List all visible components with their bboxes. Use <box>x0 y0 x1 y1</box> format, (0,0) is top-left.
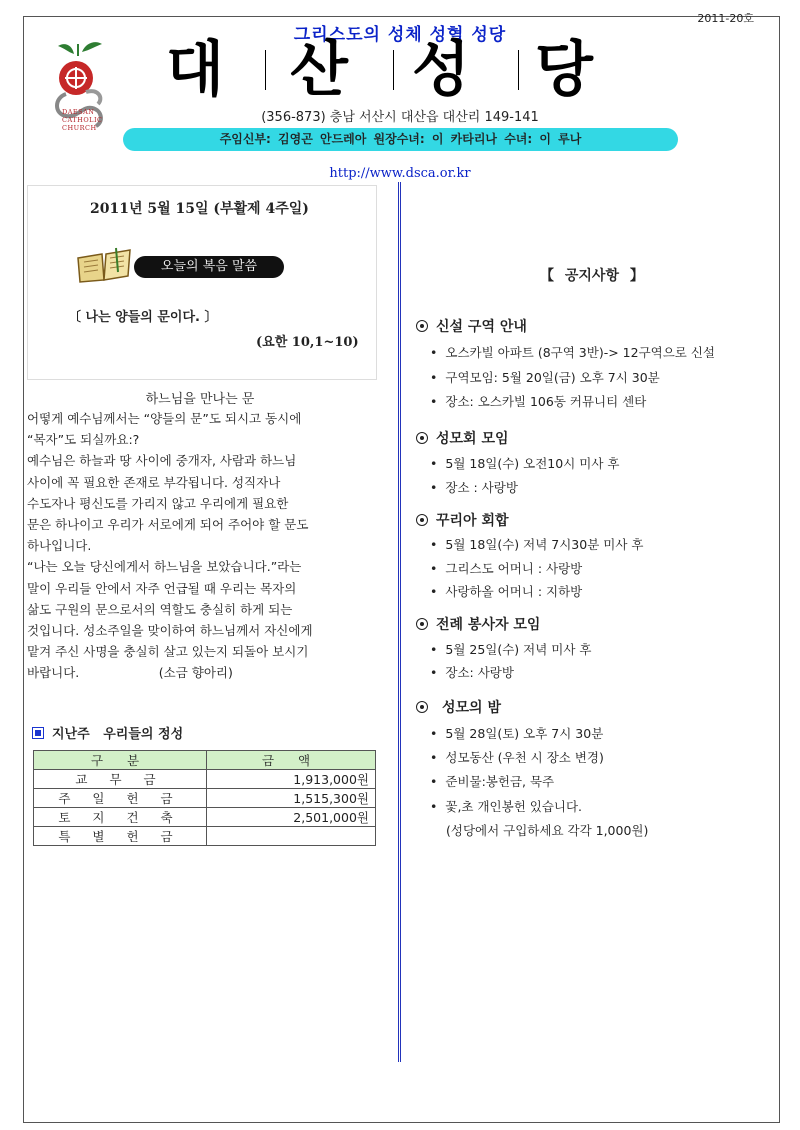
target-bullet-icon <box>416 432 428 444</box>
bulletin-date: 2011년 5월 15일 (부활제 4주일) <box>90 201 309 217</box>
list-item-note: (성당에서 구입하세요 각각 1,000원) <box>446 823 649 838</box>
notices-heading: 【 공지사항 】 <box>540 268 644 284</box>
gospel-label: 오늘의 복음 말씀 <box>134 256 284 278</box>
square-bullet-icon <box>32 727 44 739</box>
table-row: 특 별 헌 금 <box>34 827 376 846</box>
list-item: • 5월 28일(토) 오후 7시 30분 <box>430 726 604 741</box>
list-item: • 장소: 오스카빌 106동 커뮤니티 센타 <box>430 394 647 409</box>
table-header: 금 액 <box>207 751 376 770</box>
essay-line: 하나입니다. <box>27 538 92 554</box>
list-item: • 장소 : 사랑방 <box>430 480 518 495</box>
notice-title: 성모회 모임 <box>416 428 509 448</box>
notice-title: 전례 봉사자 모임 <box>416 614 540 634</box>
title-char: 성 <box>412 35 470 105</box>
staff-banner: 주임신부: 김영곤 안드레아 원장수녀: 이 카타리나 수녀: 이 루나 <box>123 128 678 151</box>
table-row: 교 무 금 1,913,000원 <box>34 770 376 789</box>
column-divider <box>398 182 401 1062</box>
essay-body <box>27 408 382 684</box>
list-item: • 성모동산 (우천 시 장소 변경) <box>430 750 604 765</box>
list-item: • 5월 18일(수) 오전10시 미사 후 <box>430 456 620 471</box>
offering-title: 지난주 우리들의 정성 <box>32 723 183 742</box>
title-divider <box>265 50 266 90</box>
essay-line: 말이 우리들 안에서 자주 언급될 때 우리는 목자의 <box>27 580 297 596</box>
list-item: • 5월 25일(수) 저녁 미사 후 <box>430 642 592 657</box>
essay-line: “나는 오늘 당신에게서 하느님을 보았습니다.”라는 <box>27 559 302 575</box>
target-bullet-icon <box>416 514 428 526</box>
title-divider <box>518 50 519 90</box>
list-item: • 사랑하올 어머니 : 지하방 <box>430 584 583 599</box>
notice-title: 신설 구역 안내 <box>416 316 527 336</box>
logo-caption: DAESAN CATHOLIC CHURCH <box>62 108 103 132</box>
website-link[interactable]: http://www.dsca.or.kr <box>329 166 471 181</box>
gospel-verse: 〔 나는 양들의 문이다. 〕 <box>68 310 218 325</box>
essay-title: 하느님을 만나는 문 <box>145 392 255 407</box>
essay-line: 바랍니다. (소금 향아리) <box>27 665 233 681</box>
essay-line: 맡겨 주신 사명을 충실히 살고 있는지 되돌아 보시기 <box>27 644 309 660</box>
address: (356-873) 충남 서산시 대산읍 대산리 149-141 <box>261 110 539 125</box>
parish-subtitle: 그리스도의 성체 성혈 성당 <box>293 25 507 45</box>
list-item: • 오스카빌 아파트 (8구역 3반)-> 12구역으로 신설 <box>430 345 715 360</box>
open-book-icon <box>76 246 132 284</box>
essay-line: 문은 하나이고 우리가 서로에게 되어 주어야 할 문도 <box>27 517 309 533</box>
table-row: 토 지 건 축 2,501,000원 <box>34 808 376 827</box>
essay-line: 삶도 구원의 문으로서의 역할도 충실히 하게 되는 <box>27 601 293 617</box>
list-item: • 장소: 사랑방 <box>430 665 514 680</box>
notice-title: 성모의 밤 <box>416 697 501 717</box>
essay-line: “목자”도 되실까요:? <box>27 432 140 448</box>
essay-line: 어떻게 예수님께서는 “양들의 문”도 되시고 동시에 <box>27 411 302 426</box>
notice-title: 꾸리아 회합 <box>416 510 509 530</box>
target-bullet-icon <box>416 618 428 630</box>
list-item: • 준비물:봉헌금, 묵주 <box>430 774 555 789</box>
essay-line: 것입니다. 성소주일을 맞이하여 하느님께서 자신에게 <box>27 623 313 639</box>
issue-number: 2011-20호 <box>697 12 754 25</box>
essay-line: 수도자나 평신도를 가리지 않고 우리에게 필요한 <box>27 495 289 511</box>
target-bullet-icon <box>416 701 428 713</box>
table-row: 주 일 헌 금 1,515,300원 <box>34 789 376 808</box>
offering-table <box>33 750 376 846</box>
title-char: 당 <box>535 35 593 105</box>
table-header: 구 분 <box>34 751 207 770</box>
essay-line: 사이에 꼭 필요한 존재로 부각됩니다. 성직자나 <box>27 474 281 490</box>
list-item: • 구역모임: 5월 20일(금) 오후 7시 30분 <box>430 370 660 385</box>
target-bullet-icon <box>416 320 428 332</box>
title-char: 대 <box>166 35 224 105</box>
title-char: 산 <box>290 35 348 105</box>
verse-reference: (요한 10,1~10) <box>256 335 359 350</box>
list-item: • 그리스도 어머니 : 사랑방 <box>430 561 583 576</box>
essay-line: 예수님은 하늘과 땅 사이에 중개자, 사람과 하느님 <box>27 453 297 469</box>
list-item: • 5월 18일(수) 저녁 7시30분 미사 후 <box>430 537 644 552</box>
list-item: • 꽃,초 개인봉헌 있습니다. <box>430 799 583 814</box>
title-divider <box>393 50 394 90</box>
